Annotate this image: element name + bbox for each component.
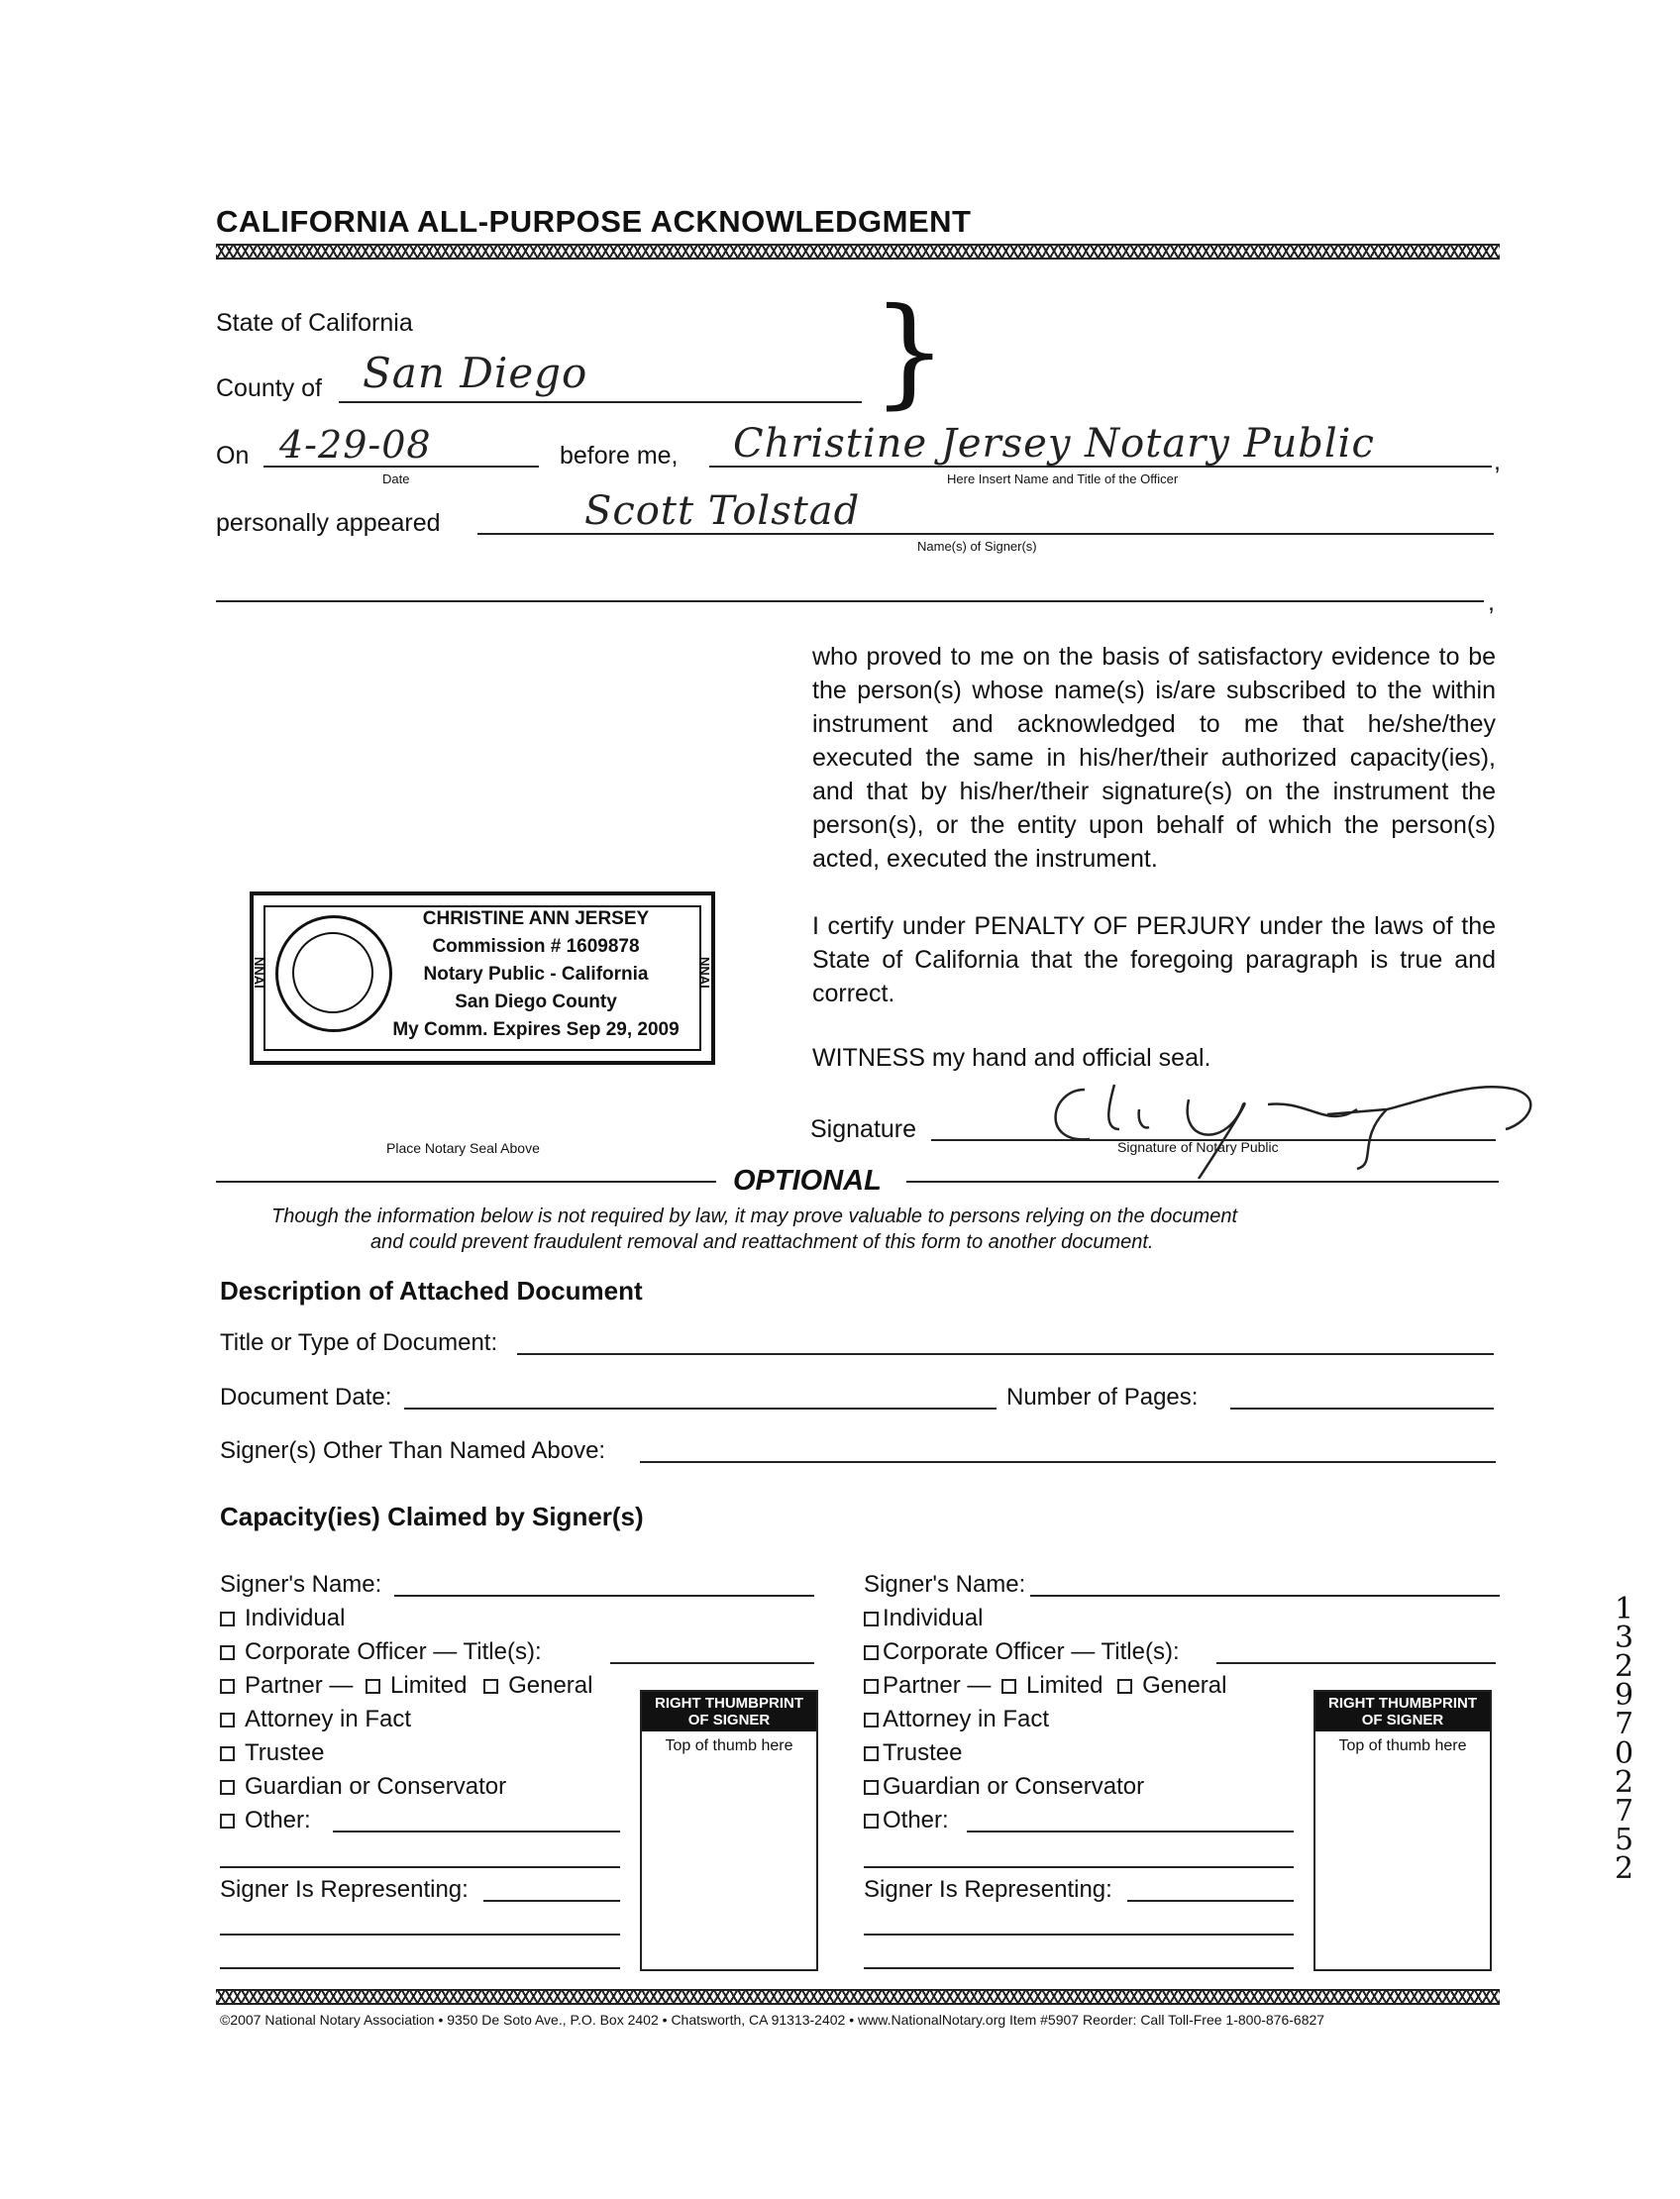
document-date-line[interactable]: [404, 1408, 997, 1410]
checkbox-icon[interactable]: [220, 1612, 235, 1626]
other-label: Other:: [245, 1807, 311, 1833]
seal-line-2: Commission # 1609878: [432, 936, 640, 957]
seal-line-3: Notary Public - California: [423, 964, 649, 985]
on-label: On: [216, 442, 250, 470]
individual-label: Individual: [883, 1605, 984, 1631]
checkbox-icon[interactable]: [1117, 1679, 1132, 1694]
optional-note-2: and could prevent fraudulent removal and reattachment of this form to another document.: [370, 1231, 1154, 1253]
signer2-corporate[interactable]: [864, 1640, 1180, 1664]
checkbox-icon[interactable]: [864, 1713, 879, 1728]
side-number-2: 02752: [1615, 1736, 1634, 1886]
page-title: CALIFORNIA ALL-PURPOSE ACKNOWLEDGMENT: [216, 204, 972, 239]
signer1-guardian[interactable]: [220, 1775, 506, 1799]
checkbox-icon[interactable]: [220, 1679, 235, 1694]
number-of-pages-label: Number of Pages:: [1006, 1384, 1199, 1411]
signer2-thumbprint-box[interactable]: [1313, 1690, 1492, 1971]
attorney-label: Attorney in Fact: [245, 1706, 412, 1732]
signer2-trustee[interactable]: [864, 1741, 962, 1765]
signer1-thumbprint-box[interactable]: [640, 1690, 818, 1971]
description-heading: Description of Attached Document: [220, 1276, 643, 1306]
seal-side-right: NNAI: [697, 957, 712, 989]
corporate-label: Corporate Officer — Title(s):: [245, 1638, 542, 1665]
partner-label: Partner —: [883, 1672, 992, 1699]
date-caption: Date: [382, 471, 410, 486]
signer2-guardian[interactable]: [864, 1775, 1144, 1799]
seal-caption: Place Notary Seal Above: [386, 1140, 540, 1156]
signer2-representing-line[interactable]: [1127, 1900, 1294, 1902]
attorney-label: Attorney in Fact: [883, 1706, 1050, 1732]
signer2-corporate-line[interactable]: [1216, 1662, 1496, 1664]
checkbox-icon[interactable]: [864, 1746, 879, 1761]
thumbprint-header: RIGHT THUMBPRINT OF SIGNER: [642, 1692, 816, 1731]
guardian-label: Guardian or Conservator: [883, 1773, 1145, 1800]
county-field-line: [339, 401, 862, 403]
county-label: County of: [216, 374, 323, 402]
thumbprint-header: RIGHT THUMBPRINT OF SIGNER: [1315, 1692, 1490, 1731]
signer1-partner[interactable]: [220, 1674, 592, 1698]
signer1-representing-line-3[interactable]: [220, 1967, 620, 1969]
thumbprint-subtext: Top of thumb here: [1338, 1737, 1467, 1754]
checkbox-icon[interactable]: [220, 1814, 235, 1829]
decorative-border-top: [216, 244, 1500, 260]
officer-value[interactable]: Christine Jersey Notary Public: [733, 421, 1375, 467]
appeared-label: personally appeared: [216, 509, 441, 537]
individual-label: Individual: [245, 1605, 346, 1631]
signature-scribble[interactable]: [1030, 1070, 1625, 1179]
footer-text: ©2007 National Notary Association • 9350 De Soto Ave., P.O. Box 2402 • Chatsworth, CA 91313-2402 • www.NationalNotary.org Item #5907 Reorder: Call Toll-Free 1-800-876-6827: [220, 2012, 1325, 2028]
seal-line-4: San Diego County: [455, 992, 617, 1012]
signer-second-line: [216, 600, 1484, 602]
document-date-label: Document Date:: [220, 1384, 392, 1411]
partner-label: Partner —: [245, 1672, 354, 1699]
state-label: State of California: [216, 309, 413, 337]
checkbox-icon[interactable]: [864, 1645, 879, 1660]
proof-paragraph: who proved to me on the basis of satisfactory evidence to be the person(s) whose name(s) is/are subscribed to the within instrument and acknowledged to me that he/she/they executed the same in his/her/their authorized capacity(ies), and that by his/her/their signature(s) on the instrument the person(s), or the entity upon behalf of which the person(s) acted, executed the instrument.: [812, 643, 1496, 873]
signer1-other-line-2[interactable]: [220, 1866, 620, 1868]
signer1-individual[interactable]: [220, 1607, 345, 1630]
number-of-pages-line[interactable]: [1230, 1408, 1494, 1410]
signer-caption: Name(s) of Signer(s): [917, 539, 1037, 554]
optional-rule-right: [906, 1181, 1499, 1183]
signer2-name-label: Signer's Name:: [864, 1571, 1026, 1598]
signer2-representing-line-3[interactable]: [864, 1967, 1294, 1969]
trustee-label: Trustee: [883, 1739, 963, 1766]
decorative-border-bottom: [216, 1989, 1500, 2005]
officer-caption: Here Insert Name and Title of the Officer: [947, 471, 1179, 486]
checkbox-icon[interactable]: [220, 1645, 235, 1660]
other-signers-label: Signer(s) Other Than Named Above:: [220, 1437, 606, 1464]
signer1-corporate[interactable]: [220, 1640, 542, 1664]
signer2-partner[interactable]: [864, 1674, 1226, 1698]
checkbox-icon[interactable]: [1001, 1679, 1016, 1694]
signer2-representing-label: Signer Is Representing:: [864, 1876, 1112, 1903]
checkbox-icon[interactable]: [864, 1679, 879, 1694]
signer1-representing-line[interactable]: [483, 1900, 620, 1902]
notary-seal: [250, 891, 715, 1065]
signer2-other[interactable]: [864, 1809, 949, 1832]
side-number-1: 13297: [1615, 1592, 1634, 1741]
other-signers-line[interactable]: [640, 1461, 1496, 1463]
optional-note-1: Though the information below is not required by law, it may prove valuable to persons relying on the document: [271, 1205, 1237, 1227]
corporate-label: Corporate Officer — Title(s):: [883, 1638, 1180, 1665]
title-type-label: Title or Type of Document:: [220, 1329, 498, 1356]
signer1-name-line[interactable]: [394, 1595, 814, 1597]
checkbox-icon[interactable]: [864, 1612, 879, 1626]
checkbox-icon[interactable]: [220, 1746, 235, 1761]
guardian-label: Guardian or Conservator: [245, 1773, 507, 1800]
signer1-representing-label: Signer Is Representing:: [220, 1876, 469, 1903]
thumbprint-subtext: Top of thumb here: [665, 1737, 793, 1754]
general-label: General: [1142, 1672, 1227, 1699]
optional-rule-left: [216, 1181, 716, 1183]
signer2-individual[interactable]: [864, 1607, 983, 1630]
comma-2: ,: [1488, 588, 1495, 616]
before-me-label: before me,: [560, 442, 679, 470]
seal-line-1: CHRISTINE ANN JERSEY: [422, 908, 650, 929]
checkbox-icon[interactable]: [220, 1713, 235, 1728]
signer2-representing-line-2[interactable]: [864, 1934, 1294, 1936]
checkbox-icon[interactable]: [483, 1679, 498, 1694]
signer1-name-label: Signer's Name:: [220, 1571, 382, 1598]
perjury-paragraph: I certify under PENALTY OF PERJURY under the laws of the State of California that the foregoing paragraph is true and correct.: [812, 912, 1496, 1007]
signer2-attorney[interactable]: [864, 1708, 1049, 1731]
signature-caption: Signature of Notary Public: [1117, 1139, 1279, 1155]
optional-heading: OPTIONAL: [733, 1165, 882, 1197]
signer2-other-line-2[interactable]: [864, 1866, 1294, 1868]
checkbox-icon[interactable]: [366, 1679, 380, 1694]
seal-text: [382, 905, 689, 1044]
date-value[interactable]: 4-29-08: [279, 423, 432, 467]
signer2-name-line[interactable]: [1030, 1595, 1500, 1597]
signature-stroke: [1056, 1085, 1531, 1179]
seal-line-5: My Comm. Expires Sep 29, 2009: [392, 1019, 680, 1040]
signer2-other-line[interactable]: [967, 1831, 1294, 1832]
checkbox-icon[interactable]: [864, 1780, 879, 1795]
limited-label: Limited: [1026, 1672, 1103, 1699]
signer1-other[interactable]: [220, 1809, 311, 1832]
limited-label: Limited: [390, 1672, 468, 1699]
witness-text: WITNESS my hand and official seal.: [812, 1044, 1211, 1072]
brace-icon: }: [872, 283, 948, 421]
signer1-corporate-line[interactable]: [610, 1662, 814, 1664]
seal-side-left: NNAI: [252, 957, 266, 989]
signer1-trustee[interactable]: [220, 1741, 324, 1765]
comma: ,: [1494, 448, 1501, 475]
general-label: General: [508, 1672, 593, 1699]
signer1-representing-line-2[interactable]: [220, 1934, 620, 1936]
checkbox-icon[interactable]: [220, 1780, 235, 1795]
capacity-heading: Capacity(ies) Claimed by Signer(s): [220, 1502, 644, 1531]
county-value[interactable]: San Diego: [363, 349, 588, 397]
trustee-label: Trustee: [245, 1739, 325, 1766]
signature-label: Signature: [810, 1115, 917, 1143]
signer1-attorney[interactable]: [220, 1708, 411, 1731]
state-seal-inner-icon: [292, 932, 373, 1013]
other-label: Other:: [883, 1807, 949, 1833]
signer-value[interactable]: Scott Tolstad: [584, 488, 861, 534]
checkbox-icon[interactable]: [864, 1814, 879, 1829]
signer1-other-line[interactable]: [333, 1831, 620, 1832]
title-type-line[interactable]: [517, 1353, 1494, 1355]
state-seal-icon: [275, 915, 392, 1032]
